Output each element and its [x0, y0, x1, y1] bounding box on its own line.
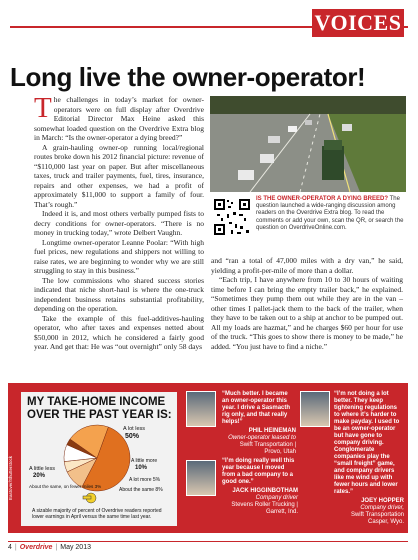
article-paragraph: Indeed it is, and most others verbally pumped fists to decry conditions for owner-operators. “There is no money in trucking today,” wrote Delbert Vaughn. [34, 209, 204, 237]
label-a-lot-less-pct: 50% [125, 433, 140, 440]
footer-divider: | [14, 544, 17, 551]
footer-brand: Overdrive [19, 544, 53, 551]
income-pie-chart [27, 418, 175, 508]
article-paragraph: The low commissions who shared success stories indicated that niche short-haul is where the one-truck independent business retains substantial profitability, depending on the operation. [34, 275, 204, 313]
quote-role: Owner-operator leased to [228, 435, 296, 441]
pie-slices [64, 425, 130, 491]
quote-text: “Much better. I became an owner-operator this year. I drive a Sasmacth rig only, and that really helps!” [222, 391, 291, 425]
quote-place: Casper, Wyo. [368, 519, 404, 525]
article-paragraph: A grain-hauling owner-op running local/regional routes broke down his 2012 financial picture: revenue of “$110,000 last year on paper. But after miscellaneous taxes, truck and trailer payments, fuel, tires, insurance, repairs and other expenses, we had a profit of approximately $11,000 to support a family of four. That’s rough.” [34, 142, 204, 209]
quote-role: Company driver, [360, 505, 404, 511]
quote-hopper [334, 391, 404, 526]
qr-code[interactable] [213, 198, 251, 236]
qr-code-icon [213, 198, 251, 236]
quote-higginbotham [222, 458, 298, 516]
quote-name: JOEY HOPPER [361, 498, 404, 504]
label-a-lot-less: A lot less [123, 426, 146, 432]
label-fewer-miles: About the same, on fewer miles 3% [29, 484, 102, 489]
chart-title: MY TAKE-HOME INCOME OVER THE PAST YEAR IS: [27, 396, 172, 421]
section-tag: VOICES [312, 9, 404, 37]
label-a-lot-more: A lot more 5% [129, 477, 161, 483]
label-a-little-less: A little less [29, 466, 55, 472]
article-column-left [34, 92, 204, 352]
label-about-the-same: About the same 8% [119, 487, 163, 493]
article-paragraph: Longtime owner-operator Leanne Poolar: “With high fuel prices, new regulations and shippers not willing to raise rates, we are beginning to wonder why we are still struggling to stay in this business.” [34, 237, 204, 275]
headline: Long live the owner-operator! [10, 62, 366, 92]
label-a-little-more-pct: 10% [135, 465, 148, 471]
photo-caption [256, 196, 406, 232]
quote-role: Company driver [255, 495, 298, 501]
highway-photo-illustration [210, 96, 406, 192]
footer-divider: | [55, 544, 58, 551]
headshot-higginbotham [186, 460, 216, 496]
headshot-heineman [186, 391, 216, 427]
quote-name: PHIL HEINEMAN [248, 428, 296, 434]
intro-paragraph [34, 92, 204, 143]
quote-text: “I’m not doing a lot better. They keep tightening regulations to where it’s harder to make payday. I used to be an owner-operator but have gone to company driving. Conglomerate companies play the “small freight” game, and company drivers like me wind up with fewer hours and lower rates.” [334, 391, 400, 495]
intro-text: he challenges in today’s market for owner-operators were on full display after Overdrive Editorial Director Max Heine asked this somewhat loaded question on the Overdrive Extra blog in March: “Is the owner-operator a dying breed?” [34, 95, 204, 142]
caption-lead: IS THE OWNER-OPERATOR A DYING BREED? [256, 196, 389, 202]
headshot-hopper [300, 391, 330, 427]
quote-text: “I’m doing really well this year because I moved from a bad company to a good one.” [222, 458, 295, 485]
quote-name: JACK HIGGINBOTHAM [232, 488, 298, 494]
quote-org: Swift Transportation | Provo, Utah [239, 442, 296, 455]
quote-heineman [222, 391, 296, 456]
photo-credit: Eastover/Shutterstock [8, 455, 13, 500]
article-paragraph: “Each trip, I have anywhere from 10 to 30 hours of waiting time before I can bring the empty trailer back,” he explained. “Sometimes they pump them out while they are in the van – other times I pallet-jack them to the back of the trailer, when they have to be taken out to a ship at anchor to be pumped out. All my loads are hazmat,” and he charges $60 per hour for use of the truck. “This goes to show there is money to be made,” he added. “You just have to find a niche.” [211, 275, 403, 351]
chart-note: A sizable majority of percent of Overdrive readers reported lower earnings in April versus the same time last year. [32, 508, 162, 520]
quote-org: Stevens Roller Trucking | Garrett, Ind. [231, 502, 298, 515]
quote-org: Swift Transportation [350, 512, 404, 518]
caption-text: The question launched a wide-ranging discussion among readers on the Overdrive Extra blog. To read the comments or add your own, scan the QR, or search the question on OverdriveOnline.com. [256, 196, 404, 231]
article-column-right [211, 256, 403, 351]
hand-cursor-icon [83, 493, 96, 503]
label-a-little-more: A little more [131, 458, 158, 464]
page-footer [8, 544, 91, 551]
footer-rule [8, 541, 408, 542]
page-number: 4 [8, 544, 12, 551]
footer-date: May 2013 [60, 544, 91, 551]
article-paragraph: and “ran a total of 47,000 miles with a dry van,” he said, yielding a profit-per-mile of more than a dollar. [211, 256, 403, 275]
drop-cap: T [34, 92, 52, 124]
label-a-little-less-pct: 20% [33, 473, 46, 479]
highway-photo [210, 96, 406, 192]
article-paragraph: Take the example of this fuel-additives-hauling operator, who after taxes and expenses netted about $50,000 in 2012, which he considered a fairly good year. And get that: He was “out overnight” only 58 days [34, 313, 204, 351]
